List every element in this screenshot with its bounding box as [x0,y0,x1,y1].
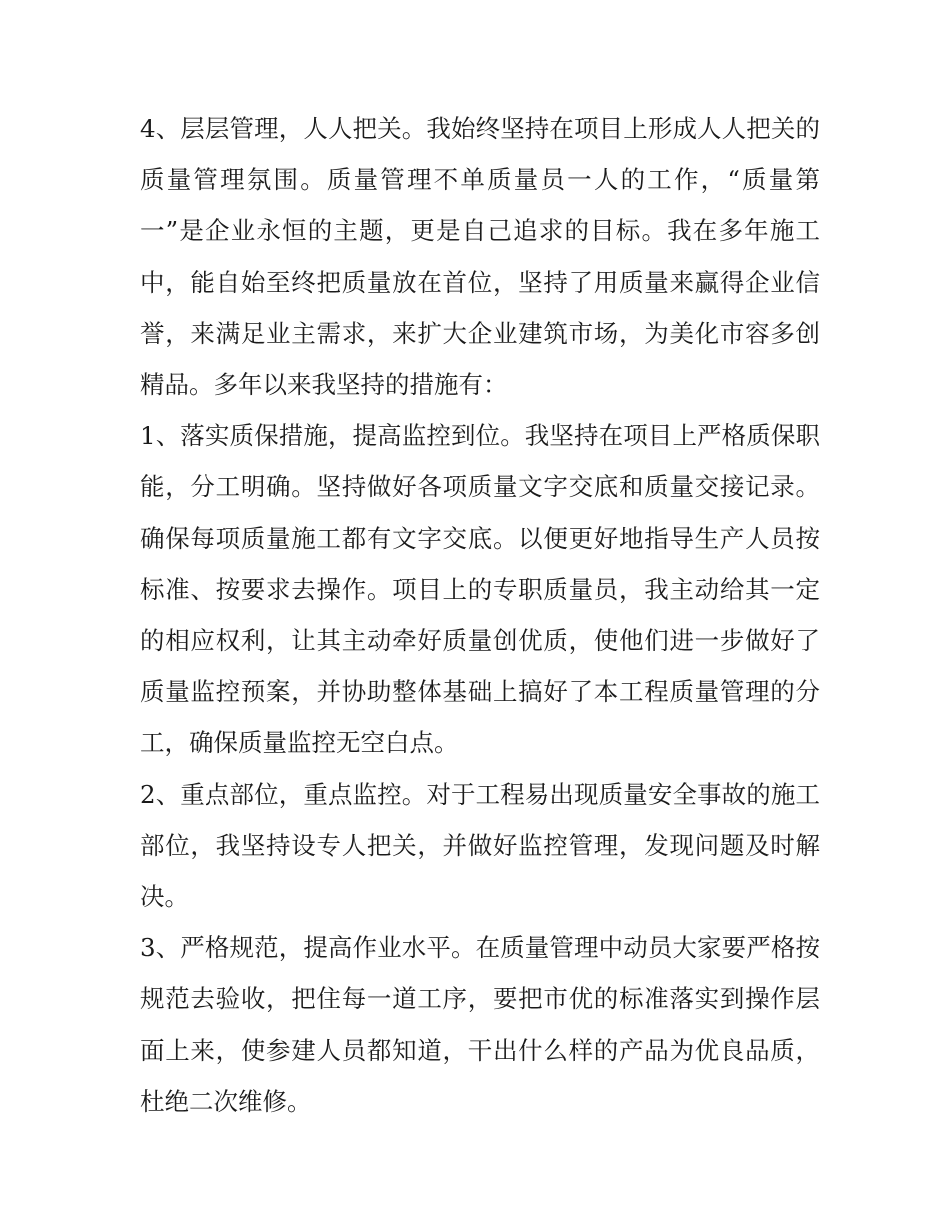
paragraph-3-strict-standards: 3、严格规范，提高作业水平。在质量管理中动员大家要严格按规范去验收，把住每一道工序，要把市优的标准落实到操作层面上来，使参建人员都知道，干出什么样的产品为优良品质，杜绝二次维修。 [140,933,820,1116]
paragraph-1-quality-measures: 1、落实质保措施，提高监控到位。我坚持在项目上严格质保职能，分工明确。坚持做好各项质量文字交底和质量交接记录。确保每项质量施工都有文字交底。以便更好地指导生产人员按标准、按要求去操作。项目上的专职质量员，我主动给其一定的相应权利，让其主动牵好质量创优质，使他们进一步做好了质量监控预案，并协助整体基础上搞好了本工程质量管理的分工，确保质量监控无空白点。 [140,421,820,758]
paragraph-4-layered-management: 4、层层管理，人人把关。我始终坚持在项目上形成人人把关的质量管理氛围。质量管理不单质量员一人的工作，“质量第一”是企业永恒的主题，更是自己追求的目标。我在多年施工中，能自始至终把质量放在首位，坚持了用质量来赢得企业信誉，来满足业主需求，来扩大企业建筑市场，为美化市容多创精品。多年以来我坚持的措施有： [140,114,820,400]
paragraph-2-key-monitoring: 2、重点部位，重点监控。对于工程易出现质量安全事故的施工部位，我坚持设专人把关，并做好监控管理，发现问题及时解决。 [140,779,820,912]
document-body [140,103,820,1127]
